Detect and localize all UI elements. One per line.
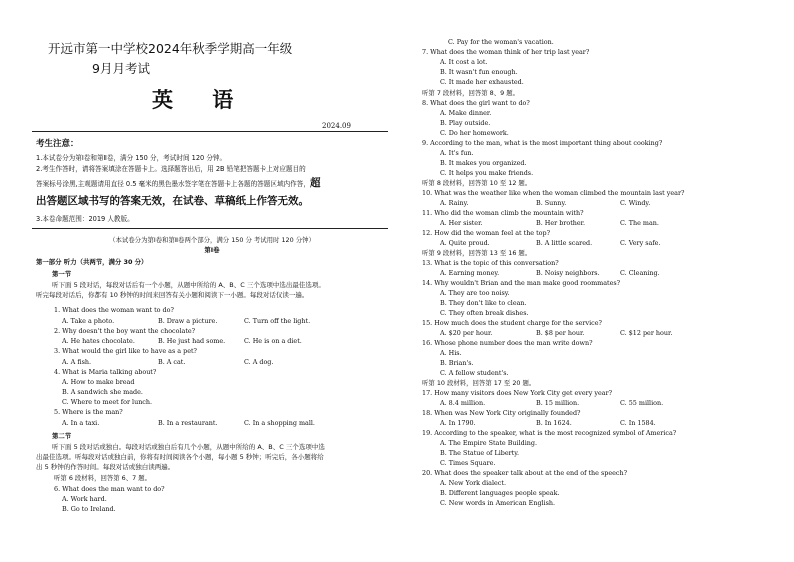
- q16-option-b[interactable]: B. Brian's.: [440, 359, 474, 367]
- question-5-options: [36, 419, 414, 429]
- question-3: 3. What would the girl like to have as a pet?: [54, 347, 197, 355]
- question-18-options: [422, 419, 792, 429]
- section-1-directions: [36, 281, 388, 301]
- subject-title: 英 语: [152, 88, 250, 112]
- question-6: 6. What does the man want to do?: [54, 485, 165, 493]
- question-12-options: [422, 239, 792, 249]
- question-1: 1. What does the woman want to do?: [54, 306, 174, 314]
- question-8: 8. What does the girl want to do?: [422, 99, 530, 107]
- question-16: 16. Whose phone number does the man write down?: [422, 339, 593, 347]
- q17-option-c[interactable]: C. 55 million.: [620, 399, 664, 407]
- question-17-options: [422, 399, 792, 409]
- question-19: 19. According to the speaker, what is the most recognized symbol of America?: [422, 429, 677, 437]
- question-2: 2. Why doesn't the boy want the chocolate?: [54, 327, 196, 335]
- section-1-directions-line1: 听下面 5 段对话，每段对话后有一个小题，从题中所给的 A、B、C 三个选项中选出最佳选项。: [52, 281, 325, 289]
- q16-option-a[interactable]: A. His.: [440, 349, 462, 357]
- section-1-directions-line2: 听完每段对话后，你都有 10 秒钟的时间来回答有关小题和阅读下一小题。每段对话仅读一遍。: [36, 290, 309, 299]
- question-12: 12. How did the woman feel at the top?: [422, 229, 551, 237]
- notice-item-2b: [36, 176, 388, 190]
- q9-option-a[interactable]: A. It's fun.: [440, 149, 474, 157]
- question-9: 9. According to the man, what is the most important thing about cooking?: [422, 139, 663, 147]
- notice-item-1: 1.本试卷分为第Ⅰ卷和第Ⅱ卷，满分 150 分，考试时间 120 分钟。: [36, 154, 227, 162]
- q5-option-a[interactable]: A. In a taxi.: [62, 419, 100, 427]
- question-7: 7. What does the woman think of her trip last year?: [422, 48, 590, 56]
- q3-option-c[interactable]: C. A dog.: [244, 358, 274, 366]
- q19-option-b[interactable]: B. The Statue of Liberty.: [440, 449, 520, 457]
- question-11-options: [422, 219, 792, 229]
- school-title: 开远市第一中学校2024年秋季学期高一年级: [48, 41, 293, 56]
- q7-option-c[interactable]: C. It made her exhausted.: [440, 78, 524, 86]
- question-2-options: [36, 337, 414, 347]
- notice-heading: 考生注意：: [36, 139, 79, 149]
- question-20: 20. What does the speaker talk about at the end of the speech?: [422, 469, 628, 477]
- q4-option-a[interactable]: A. How to make bread: [62, 378, 135, 386]
- q13-option-b[interactable]: B. Noisy neighbors.: [536, 269, 600, 277]
- question-10: 10. What was the weather like when the woman climbed the mountain last year?: [422, 189, 685, 197]
- q18-option-a[interactable]: A. In 1790.: [440, 419, 476, 427]
- question-11: 11. Who did the woman climb the mountain with?: [422, 209, 584, 217]
- q2-option-a[interactable]: A. He hates chocolate.: [62, 337, 135, 345]
- section-2-directions-line2: 出最佳选项。听每段对话或独白前，你将有时间阅读各个小题，每小题 5 秒钟；听完后，各小题将给: [36, 452, 324, 461]
- section-2-directions-line1: 听下面 5 段对话或独白。每段对话或独白后有几个小题，从题中所给的 A、B、C 三个选项中选: [52, 443, 325, 451]
- q7-option-b[interactable]: B. It wasn't fun enough.: [440, 68, 518, 76]
- q20-option-a[interactable]: A. New York dialect.: [440, 479, 506, 487]
- q1-option-b[interactable]: B. Draw a picture.: [158, 317, 218, 325]
- section-2-directions-line3: 出 5 秒钟的作答时间。每段对话或独白读两遍。: [36, 462, 175, 471]
- divider-notice: [32, 228, 388, 229]
- question-17: 17. How many visitors does New York City get every year?: [422, 389, 613, 397]
- question-18: 18. When was New York City originally founded?: [422, 409, 581, 417]
- q15-option-a[interactable]: A. $20 per hour.: [440, 329, 493, 337]
- notice-item-2b-emphasis: 超: [309, 177, 321, 189]
- notice-item-2a: 2.考生作答时，请将答案填涂在答题卡上。选择题答出后，用 2B 铅笔把答题卡上对应题目的: [36, 165, 306, 173]
- q6-option-a[interactable]: A. Work hard.: [62, 495, 107, 503]
- question-1-options: [36, 317, 414, 327]
- q3-option-b[interactable]: B. A cat.: [158, 358, 186, 366]
- q15-option-b[interactable]: B. $8 per hour.: [536, 329, 585, 337]
- q5-option-c[interactable]: C. In a shopping mall.: [244, 419, 315, 427]
- q4-option-b[interactable]: B. A sandwich she made.: [62, 388, 143, 396]
- q9-option-b[interactable]: B. It makes you organized.: [440, 159, 527, 167]
- question-3-options: [36, 358, 414, 368]
- q11-option-c[interactable]: C. The man.: [620, 219, 659, 227]
- exam-title: 9月月考试: [92, 61, 150, 76]
- material-7-heading: 听第 7 段材料，回答第 8、9 题。: [422, 89, 520, 97]
- q6-option-c[interactable]: C. Pay for the woman's vacation.: [448, 38, 554, 46]
- q1-option-c[interactable]: C. Turn off the light.: [244, 317, 311, 325]
- q9-option-c[interactable]: C. It helps you make friends.: [440, 169, 534, 177]
- q14-option-c[interactable]: C. They often break dishes.: [440, 309, 529, 317]
- q10-option-c[interactable]: C. Windy.: [620, 199, 651, 207]
- notice-item-2b-text: 答案标号涂黑,主观题请用直径 0.5 毫米的黑色墨水签字笔在答题卡上各题的答题区域内作答，: [36, 180, 310, 188]
- q2-option-c[interactable]: C. He is on a diet.: [244, 337, 302, 345]
- material-8-heading: 听第 8 段材料，回答第 10 至 12 题。: [422, 179, 532, 187]
- q8-option-a[interactable]: A. Make dinner.: [440, 109, 492, 117]
- q13-option-a[interactable]: A. Earning money.: [440, 269, 500, 277]
- material-9-heading: 听第 9 段材料，回答第 13 至 16 题。: [422, 249, 532, 257]
- q12-option-b[interactable]: B. A little scared.: [536, 239, 593, 247]
- volume-1-heading: 第Ⅰ卷: [204, 246, 220, 254]
- material-6-heading: 听第 6 段材料，回答第 6、7 题。: [54, 474, 152, 482]
- q10-option-b[interactable]: B. Sunny.: [536, 199, 567, 207]
- section-2-heading: 第二节: [52, 432, 72, 440]
- section-1-heading: 第一节: [52, 270, 72, 278]
- q11-option-b[interactable]: B. Her brother.: [536, 219, 586, 227]
- q14-option-b[interactable]: B. They don't like to clean.: [440, 299, 527, 307]
- q17-option-b[interactable]: B. 15 million.: [536, 399, 580, 407]
- q18-option-b[interactable]: B. In 1624.: [536, 419, 572, 427]
- notice-item-3: 3.本卷命题范围：2019 人教版。: [36, 215, 134, 223]
- q12-option-a[interactable]: A. Quite proud.: [440, 239, 490, 247]
- q8-option-b[interactable]: B. Play outside.: [440, 119, 491, 127]
- q14-option-a[interactable]: A. They are too noisy.: [440, 289, 510, 297]
- section-2-directions: [36, 443, 388, 473]
- q13-option-c[interactable]: C. Cleaning.: [620, 269, 660, 277]
- q19-option-c[interactable]: C. Times Square.: [440, 459, 496, 467]
- q20-option-b[interactable]: B. Different languages people speak.: [440, 489, 560, 497]
- q6-option-b[interactable]: B. Go to Ireland.: [62, 505, 116, 513]
- q11-option-a[interactable]: A. Her sister.: [440, 219, 483, 227]
- q1-option-a[interactable]: A. Take a photo.: [62, 317, 115, 325]
- question-15: 15. How much does the student charge for the service?: [422, 319, 602, 327]
- q15-option-c[interactable]: C. $12 per hour.: [620, 329, 673, 337]
- divider-top: [32, 131, 388, 132]
- question-15-options: [422, 329, 792, 339]
- q4-option-c[interactable]: C. Where to meet for lunch.: [62, 398, 153, 406]
- q3-option-a[interactable]: A. A fish.: [62, 358, 92, 366]
- q8-option-c[interactable]: C. Do her homework.: [440, 129, 509, 137]
- question-4: 4. What is Maria talking about?: [54, 368, 157, 376]
- q19-option-a[interactable]: A. The Empire State Building.: [440, 439, 538, 447]
- material-10-heading: 听第 10 段材料，回答第 17 至 20 题。: [422, 379, 536, 387]
- question-5: 5. Where is the man?: [54, 408, 123, 416]
- question-13: 13. What is the topic of this conversation?: [422, 259, 559, 267]
- question-13-options: [422, 269, 792, 279]
- part-1-heading: 第一部分 听力（共两节，满分 30 分）: [36, 258, 148, 266]
- q17-option-a[interactable]: A. 8.4 million.: [440, 399, 486, 407]
- q16-option-c[interactable]: C. A fellow student's.: [440, 369, 509, 377]
- q7-option-a[interactable]: A. It cost a lot.: [440, 58, 488, 66]
- q18-option-c[interactable]: C. In 1584.: [620, 419, 656, 427]
- q5-option-b[interactable]: B. In a restaurant.: [158, 419, 218, 427]
- exam-date: 2024.09: [322, 122, 351, 130]
- question-14: 14. Why wouldn't Brian and the man make good roommates?: [422, 279, 621, 287]
- q10-option-a[interactable]: A. Rainy.: [440, 199, 469, 207]
- q2-option-b[interactable]: B. He just had some.: [158, 337, 226, 345]
- notice-item-2c: 出答题区域书写的答案无效，在试卷、草稿纸上作答无效。: [36, 195, 309, 207]
- exam-info: （本试卷分为第Ⅰ卷和第Ⅱ卷两个部分，满分 150 分 考试用时 120 分钟）: [109, 236, 315, 244]
- question-10-options: [422, 199, 792, 209]
- q20-option-c[interactable]: C. New words in American English.: [440, 499, 556, 507]
- q12-option-c[interactable]: C. Very safe.: [620, 239, 661, 247]
